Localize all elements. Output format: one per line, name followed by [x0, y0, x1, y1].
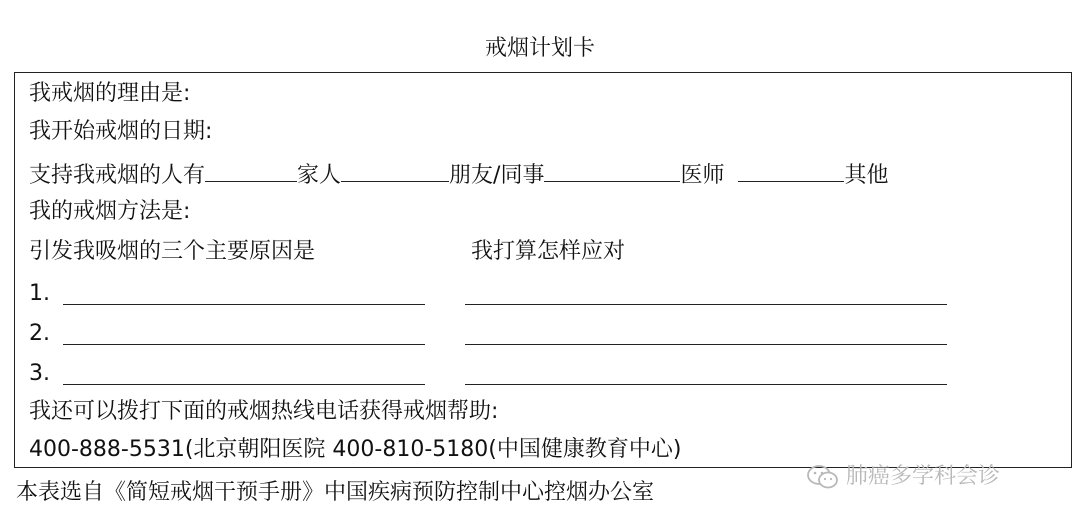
- other-label: 其他: [844, 163, 889, 188]
- trigger-blank-1: [63, 304, 425, 305]
- coping-blank-3: [465, 384, 947, 385]
- hotline-numbers: 400-888-5531(北京朝阳医院 400-810-5180(中国健康教育中心): [29, 437, 682, 462]
- reason-line: 我戒烟的理由是:: [29, 81, 191, 106]
- doctor-label: 医师: [680, 163, 725, 188]
- coping-label: 我打算怎样应对: [471, 239, 626, 264]
- family-label: 家人: [297, 163, 342, 188]
- triggers-label: 引发我吸烟的三个主要原因是: [29, 239, 316, 264]
- trigger-blank-3: [63, 384, 425, 385]
- card-title: 戒烟计划卡: [484, 36, 595, 61]
- family-blank: [205, 157, 297, 182]
- item-number-2: 2.: [29, 321, 50, 346]
- item-number-1: 1.: [29, 281, 50, 306]
- method-line: 我的戒烟方法是:: [29, 199, 191, 224]
- supporters-line: [29, 157, 888, 191]
- hotline-label: 我还可以拨打下面的戒烟热线电话获得戒烟帮助:: [29, 399, 499, 424]
- friends-blank: [341, 157, 449, 182]
- supporters-prefix: 支持我戒烟的人有: [29, 163, 206, 188]
- item-number-3: 3.: [29, 361, 50, 386]
- plan-card: [14, 72, 1072, 468]
- friends-label: 朋友/同事: [449, 163, 545, 188]
- watermark: [806, 462, 1000, 492]
- other-blank: [738, 157, 844, 182]
- source-footer: 本表选自《简短戒烟干预手册》中国疾病预防控制中心控烟办公室: [16, 480, 655, 505]
- watermark-text: 肺癌多学科会诊: [846, 464, 1001, 489]
- coping-blank-2: [465, 344, 947, 345]
- trigger-blank-2: [63, 344, 425, 345]
- start-date-line: 我开始戒烟的日期:: [29, 119, 213, 144]
- coping-blank-1: [465, 304, 947, 305]
- doctor-blank: [544, 157, 680, 182]
- wechat-icon: [806, 464, 840, 490]
